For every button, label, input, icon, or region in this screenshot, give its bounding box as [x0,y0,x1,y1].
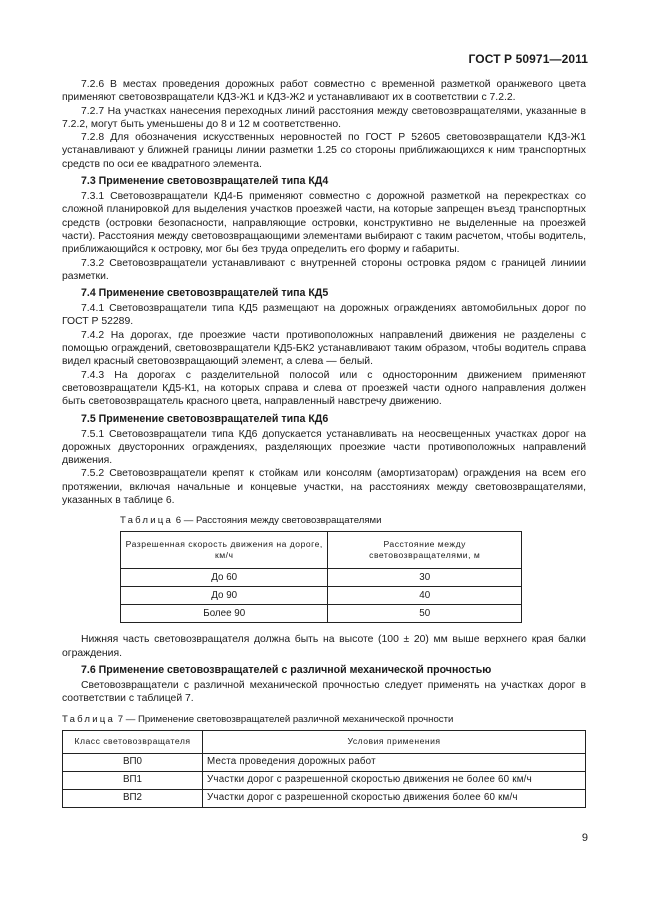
paragraph-7-3-1: 7.3.1 Световозвращатели КД4-Б применяют совместно с дорожной разметкой на перекрестках со сложной планировкой для выделения участков проезжей части, на которые запрещен въезд транспортных средств (островки безопасности, направляющие островки, конструктивно не выделенные на проезжей части). Расстояния между световозвращающими элементами выбирают с таким расчетом, чтобы водитель, приближающийся к островку, мог бы без труда определить его форму и габариты. [62,191,586,256]
paragraph-after-table-6: Нижняя часть световозвращателя должна быть на высоте (100 ± 20) мм выше верхнего края балки ограждения. [62,634,586,659]
table-cell: 40 [328,587,522,605]
table-cell: Участки дорог с разрешенной скоростью движения более 60 км/ч [203,789,586,807]
document-code-header: ГОСТ Р 50971—2011 [468,52,588,66]
table-header-row [121,532,522,569]
paragraph-7-2-6: 7.2.6 В местах проведения дорожных работ совместно с временной разметкой оранжевого цвета применяют световозвращатели КДЗ-Ж1 и КДЗ-Ж2 и устанавливают их в соответствии с 7.2.2. [62,79,586,104]
table-cell: 50 [328,605,522,623]
paragraph-7-5-1: 7.5.1 Световозвращатели типа КД6 допускается устанавливать на неосвещенных участках дорог на дорожных двусторонних ограждениях, разделяющих проезжие части противоположных направлений движения. [62,428,586,467]
table-cell: ВП1 [63,771,203,789]
table-cell: ВП2 [63,789,203,807]
paragraph-7-2-7: 7.2.7 На участках нанесения переходных линий расстояния между световозвращателями, указанные в 7.2.2, могут быть уменьшены до 8 и 12 м соответственно. [62,105,586,130]
table-6-header-speed: Разрешенная скорость движения на дороге, км/ч [121,532,328,569]
paragraph-7-5-2: 7.5.2 Световозвращатели крепят к стойкам или консолям (амортизаторам) ограждения на всем его протяжении, включая начальные и концевые участки, на расстояниях между световозвращателями, указанных в таблице 6. [62,468,586,507]
table-row [63,753,586,771]
table-cell: 30 [328,569,522,587]
table-row [121,569,522,587]
paragraph-7-4-2: 7.4.2 На дорогах, где проезжие части противоположных направлений движения не разделены с помощью ограждений, световозвращатели КД5-БК2 устанавливают таким образом, чтобы водитель справа видел красный световозвращающий элемент, а слева — белый. [62,329,586,368]
table-6-label: Таблица [120,515,174,527]
table-cell: ВП0 [63,753,203,771]
table-row [121,587,522,605]
paragraph-7-4-3: 7.4.3 На дорогах с разделительной полосой или с односторонним движением применяют световозвращатели КД5-К1, на которых справа и слева от проезжей части одного направления должен быть световозвращатель красного цвета, направленный навстречу движению. [62,369,586,408]
table-6-header-distance: Расстояние между световозвращателями, м [328,532,522,569]
table-6-title: 6 — Расстояния между световозвращателями [175,515,382,527]
table-7-label: Таблица [62,713,116,725]
paragraph-7-4-1: 7.4.1 Световозвращатели типа КД5 размещают на дорожных ограждениях автомобильных дорог по ГОСТ Р 52289. [62,303,586,328]
section-heading-7-6: 7.6 Применение световозвращателей с различной механической прочностью [81,663,492,676]
table-6 [120,531,522,623]
paragraph-7-2-8: 7.2.8 Для обозначения искусственных неровностей по ГОСТ Р 52605 световозвращатели КДЗ-Ж1 устанавливают у ближней границы линии разметки 1.25 со стороны приближающихся к ним транспортных средств по оси ее квадратного элемента. [62,132,586,170]
section-heading-7-4: 7.4 Применение световозвращателей типа КД5 [81,287,329,300]
table-header-row [63,730,586,753]
table-row [63,771,586,789]
table-7-header-conditions: Условия применения [203,730,586,753]
section-heading-7-3: 7.3 Применение световозвращателей типа КД4 [81,175,329,188]
table-7-caption [62,714,586,726]
table-cell: До 90 [121,587,328,605]
table-7-header-class: Класс световозвращателя [63,730,203,753]
table-row [121,605,522,623]
table-6-caption [62,515,586,527]
table-row [63,789,586,807]
table-cell: До 60 [121,569,328,587]
table-cell: Места проведения дорожных работ [203,753,586,771]
paragraph-7-6: Световозвращатели с различной механической прочностью следует применять на участках дорог в соответствии с таблицей 7. [62,679,586,705]
table-7-title: 7 — Применение световозвращателей различной механической прочности [117,713,454,725]
table-cell: Участки дорог с разрешенной скоростью движения не более 60 км/ч [203,771,586,789]
table-cell: Более 90 [121,605,328,623]
section-heading-7-5: 7.5 Применение световозвращателей типа КД6 [81,412,329,425]
paragraph-7-3-2: 7.3.2 Световозвращатели устанавливают с внутренней стороны островка рядом с границей линиии разметки. [62,257,586,282]
page-number: 9 [581,832,588,844]
document-body [62,78,586,820]
table-7 [62,730,586,808]
